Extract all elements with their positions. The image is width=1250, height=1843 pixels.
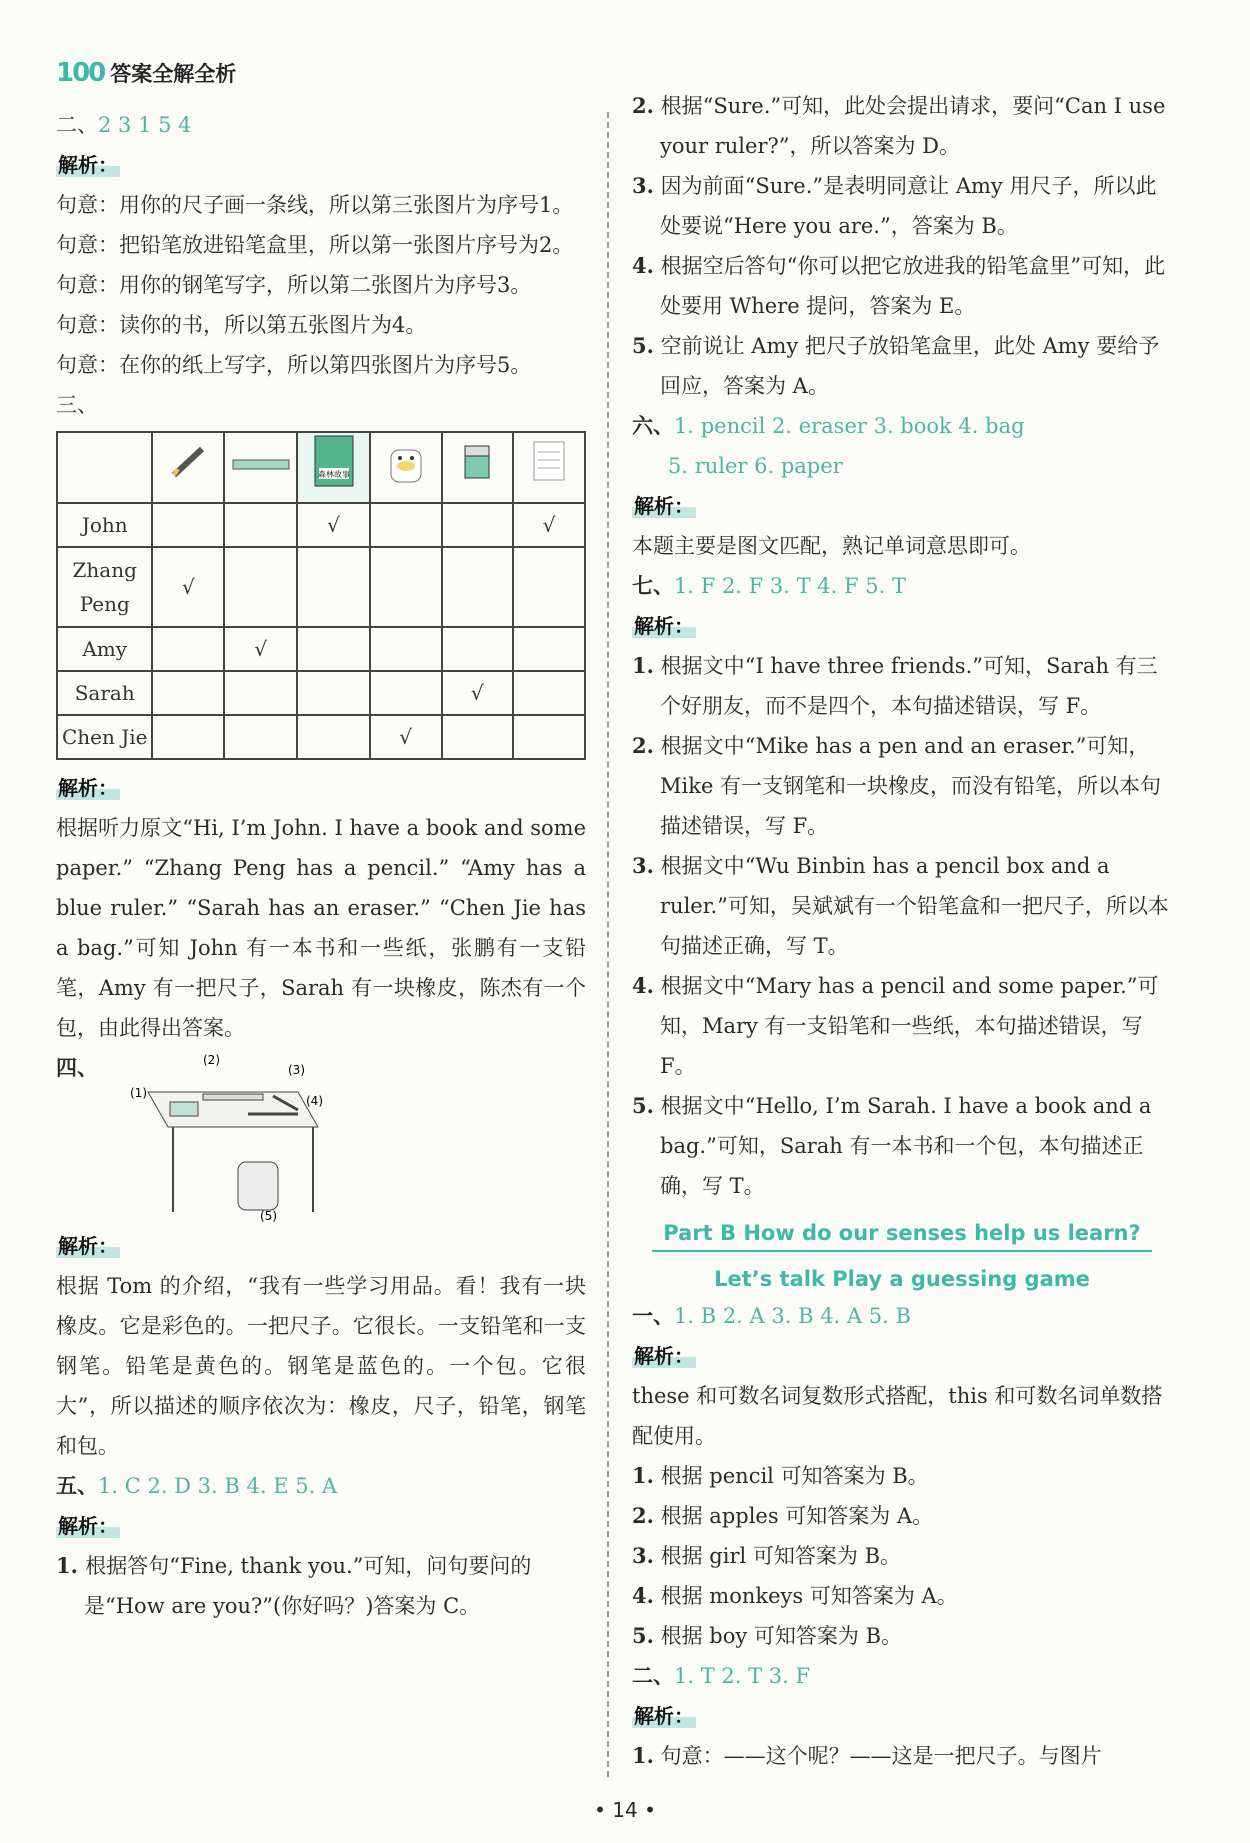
table-row: Chen Jie √ [57,715,585,759]
paper-icon [513,432,585,503]
explanation-item: 3. 因为前面“Sure.”是表明同意让 Amy 用尺子，所以此处要说“Here you are.”，答案为 B。 [632,173,1157,238]
table-row: Sarah √ [57,671,585,715]
part-b-1-answers: 一、1. B 2. A 3. B 4. A 5. B [632,1303,911,1328]
answer-table [56,431,586,760]
explanation-item: 2. 根据文中“Mike has a pen and an eraser.”可知，Mike 有一支钢笔和一块橡皮，而没有铅笔，所以本句描述错误，写 F。 [632,733,1162,838]
page-header [56,56,236,90]
explanation-item: 3. 根据文中“Wu Binbin has a pencil box and a ruler.”可知，吴斌斌有一个铅笔盒和一把尺子，所以本句描述正确，写 T。 [632,853,1169,958]
explanation-item: 4. 根据 monkeys 可知答案为 A。 [632,1583,958,1608]
explanation-item: 4. 根据文中“Mary has a pencil and some paper.”可知，Mary 有一支铅笔和一些纸，本句描述错误，写 F。 [632,973,1159,1078]
explanation-item: 1. 根据文中“I have three friends.”可知，Sarah 有三个好朋友，而不是四个，本句描述错误，写 F。 [632,653,1158,718]
explanation-item: 3. 根据 girl 可知答案为 B。 [632,1543,901,1568]
explanation-item: 5. 根据文中“Hello, I’m Sarah. I have a book and a bag.”可知，Sarah 有一本书和一个包，本句描述正确，写 T。 [632,1093,1152,1198]
pencil-icon [152,432,224,503]
section-7-answers: 七、1. F 2. F 3. T 4. F 5. T [632,573,906,598]
section-3-label: 三、 [56,393,98,417]
explanation-line: 句意：用你的尺子画一条线，所以第三张图片为序号1。 [56,193,574,217]
analysis-label: 解析： [58,1234,118,1258]
table-row: John √ √ [57,503,585,547]
part-b-subtitle: Let’s talk Play a guessing game [714,1267,1090,1291]
analysis-label: 解析： [634,614,694,638]
analysis-label: 解析： [634,1704,694,1728]
explanation-line: 句意：在你的纸上写字，所以第四张图片为序号5。 [56,353,532,377]
desk-mark-1: (1) [130,1086,147,1100]
header-title: 答案全解全析 [110,62,237,86]
desk-mark-4: (4) [306,1094,323,1108]
explanation-line: 本题主要是图文匹配，熟记单词意思即可。 [632,534,1031,558]
explanation-item: 2. 根据 apples 可知答案为 A。 [632,1503,934,1528]
explanation-paragraph: 根据听力原文“Hi, I’m John. I have a book and some paper.” “Zhang Peng has a pencil.” “Amy has a blue ruler.” “Sarah has an eraser.” “Chen Jie has a bag.”可知 John 有一本书和一些纸，张鹏有一支铅笔，Amy 有一把尺子，Sarah 有一块橡皮，陈杰有一个包，由此得出答案。 [56,816,586,1040]
explanation-line: 句意：读你的书，所以第五张图片为4。 [56,313,427,337]
explanation-item: 4. 根据空后答句“你可以把它放进我的铅笔盒里”可知，此处要用 Where 提问，答案为 E。 [632,253,1166,318]
analysis-label: 解析： [634,1344,694,1368]
section-6-answers: 六、1. pencil 2. eraser 3. book 4. bag [632,413,1025,438]
table-corner [57,432,152,503]
part-b-heading [632,1216,1172,1296]
part-b-2-answers: 二、1. T 2. T 3. F [632,1663,811,1688]
analysis-label: 解析： [634,494,694,518]
table-row: Amy √ [57,627,585,671]
analysis-label: 解析： [58,776,118,800]
section-2-answers: 二、2 3 1 5 4 [56,113,192,137]
column-divider [607,112,609,1777]
explanation-item: 1. 根据 pencil 可知答案为 B。 [632,1463,929,1488]
desk-mark-3: (3) [288,1063,305,1077]
page-number: • 14 • [594,1798,656,1822]
right-column [632,86,1172,1776]
eraser-icon [442,432,513,503]
desk-illustration [128,1052,328,1222]
section-6-answers-cont: 5. ruler 6. paper [668,454,843,478]
explanation-line: 句意：把铅笔放进铅笔盒里，所以第一张图片序号为2。 [56,233,574,257]
analysis-label: 解析： [58,153,118,177]
explanation-item: 1. 句意：——这个呢？——这是一把尺子。与图片 [632,1743,1102,1768]
ruler-icon [224,432,297,503]
part-b-title: Part B How do our senses help us learn? [663,1221,1141,1245]
desk-mark-5: (5) [260,1209,277,1222]
table-row: Zhang Peng √ [57,547,585,627]
book-title: 森林故事 [317,470,350,479]
explanation-item: 5. 根据 boy 可知答案为 B。 [632,1623,903,1648]
explanation-item: 5. 空前说让 Amy 把尺子放铅笔盒里，此处 Amy 要给予回应，答案为 A。 [632,333,1160,398]
explanation-paragraph: 根据 Tom 的介绍，“我有一些学习用品。看！我有一块橡皮。它是彩色的。一把尺子。它很长。一支铅笔和一支钢笔。铅笔是黄色的。钢笔是蓝色的。一个包。它很大”，所以描述的顺序依次为：橡皮，尺子，铅笔，钢笔和包。 [56,1274,586,1458]
desk-mark-2: (2) [203,1053,220,1067]
section-5-answers: 五、1. C 2. D 3. B 4. E 5. A [56,1473,338,1498]
explanation-line: 句意：用你的钢笔写字，所以第二张图片为序号3。 [56,273,532,297]
book-icon [297,432,369,503]
explanation-item: 2. 根据“Sure.”可知，此处会提出请求，要问“Can I use your ruler?”，所以答案为 D。 [632,93,1166,158]
brand-logo: 100 [56,58,105,88]
explanation-item: 1. 根据答句“Fine, thank you.”可知，问句要问的是“How are you?”(你好吗？)答案为 C。 [56,1553,532,1618]
analysis-label: 解析： [58,1514,118,1538]
explanation-line: these 和可数名词复数形式搭配，this 和可数名词单数搭配使用。 [632,1384,1163,1448]
bag-icon [370,432,442,503]
section-4-label: 四、 [56,1055,98,1080]
left-column [56,105,586,1626]
